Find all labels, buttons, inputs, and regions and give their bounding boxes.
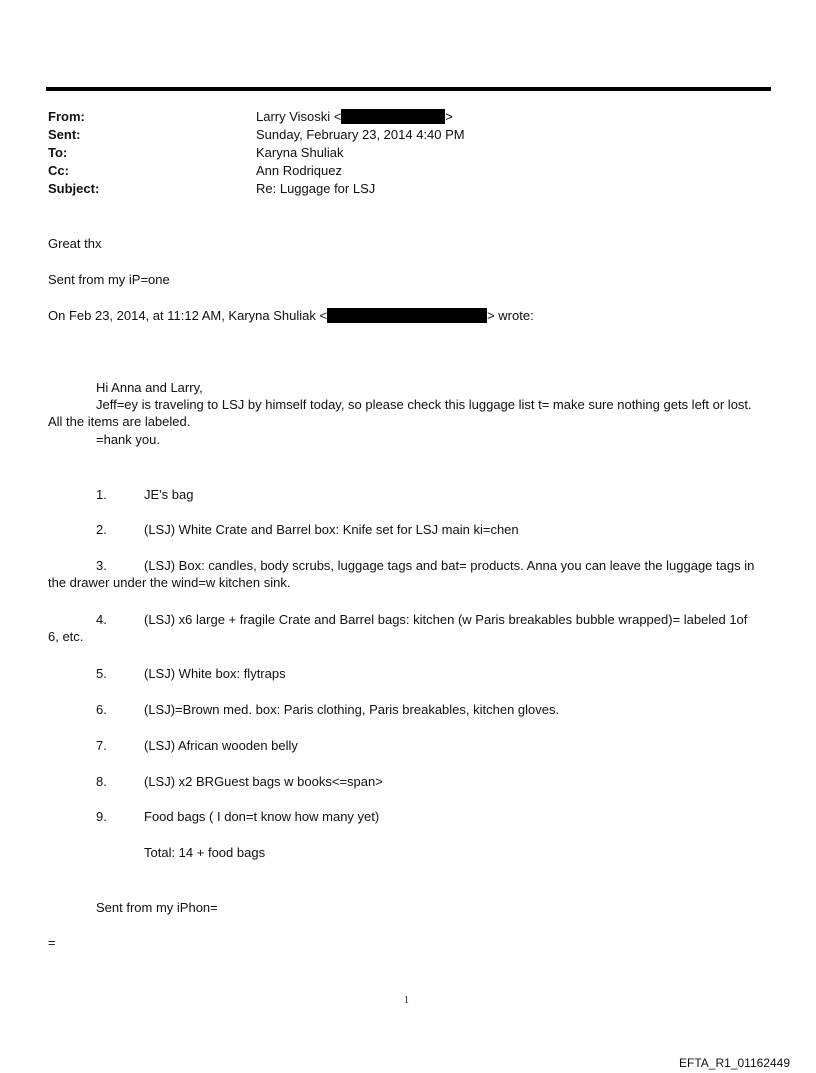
list-item-text: (LSJ) x6 large + fragile Crate and Barrel bags: kitchen (w Paris breakables bubble wrapped)= labeled 1of — [144, 612, 748, 627]
list-item-number: 1. — [96, 487, 107, 502]
header-rule — [46, 87, 771, 91]
quote-intro-prefix: On Feb 23, 2014, at 11:12 AM, Karyna Shuliak < — [48, 308, 328, 323]
subject-value: Re: Luggage for LSJ — [256, 181, 376, 196]
list-item-text: the drawer under the wind=w kitchen sink. — [48, 575, 291, 590]
quote-intro — [48, 307, 534, 324]
paragraph: All the items are labeled. — [48, 414, 191, 429]
reply-text: Great thx — [48, 236, 102, 251]
trailing-mark: = — [48, 935, 56, 950]
list-item-text: Food bags ( I don=t know how many yet) — [144, 809, 380, 824]
signature-line: Sent from my iPhon= — [96, 900, 218, 915]
sent-value: Sunday, February 23, 2014 4:40 PM — [256, 127, 465, 142]
to-label: To: — [48, 145, 68, 160]
signature-line: Sent from my iP=one — [48, 272, 170, 287]
redaction-box — [341, 109, 445, 124]
list-item-text: (LSJ) x2 BRGuest bags w books<=span> — [144, 774, 383, 789]
list-item-text: (LSJ)=Brown med. box: Paris clothing, Paris breakables, kitchen gloves. — [144, 702, 560, 717]
paragraph: Jeff=ey is traveling to LSJ by himself today, so please check this luggage list t= make sure nothing gets left or lost. — [96, 397, 752, 412]
greeting: Hi Anna and Larry, — [96, 380, 203, 395]
list-item-text: 6, etc. — [48, 629, 84, 644]
list-item-text: (LSJ) White box: flytraps — [144, 666, 286, 681]
to-value: Karyna Shuliak — [256, 145, 344, 160]
list-item-number: 9. — [96, 809, 107, 824]
list-item-text: (LSJ) Box: candles, body scrubs, luggage tags and bat= products. Anna you can leave the luggage tags in — [144, 558, 755, 573]
from-value — [256, 108, 453, 126]
cc-label: Cc: — [48, 163, 69, 178]
total-line: Total: 14 + food bags — [144, 845, 266, 860]
thanks-line: =hank you. — [96, 432, 160, 447]
list-item-text: (LSJ) African wooden belly — [144, 738, 298, 753]
list-item-number: 2. — [96, 522, 107, 537]
list-item-number: 7. — [96, 738, 107, 753]
list-item-text: (LSJ) White Crate and Barrel box: Knife set for LSJ main ki=chen — [144, 522, 519, 537]
redaction-box — [327, 308, 487, 323]
quote-intro-suffix: > wrote: — [487, 308, 534, 323]
list-item-number: 5. — [96, 666, 107, 681]
from-label: From: — [48, 109, 85, 124]
sent-label: Sent: — [48, 127, 81, 142]
cc-value: Ann Rodriquez — [256, 163, 342, 178]
bates-number: EFTA_R1_01162449 — [679, 1056, 790, 1070]
from-name: Larry Visoski < — [256, 109, 342, 124]
page-number: 1 — [404, 995, 409, 1006]
list-item-number: 3. — [96, 558, 107, 573]
subject-label: Subject: — [48, 181, 100, 196]
list-item-number: 8. — [96, 774, 107, 789]
list-item-number: 4. — [96, 612, 107, 627]
from-close: > — [445, 109, 453, 124]
list-item-text: JE's bag — [144, 487, 194, 502]
list-item-number: 6. — [96, 702, 107, 717]
